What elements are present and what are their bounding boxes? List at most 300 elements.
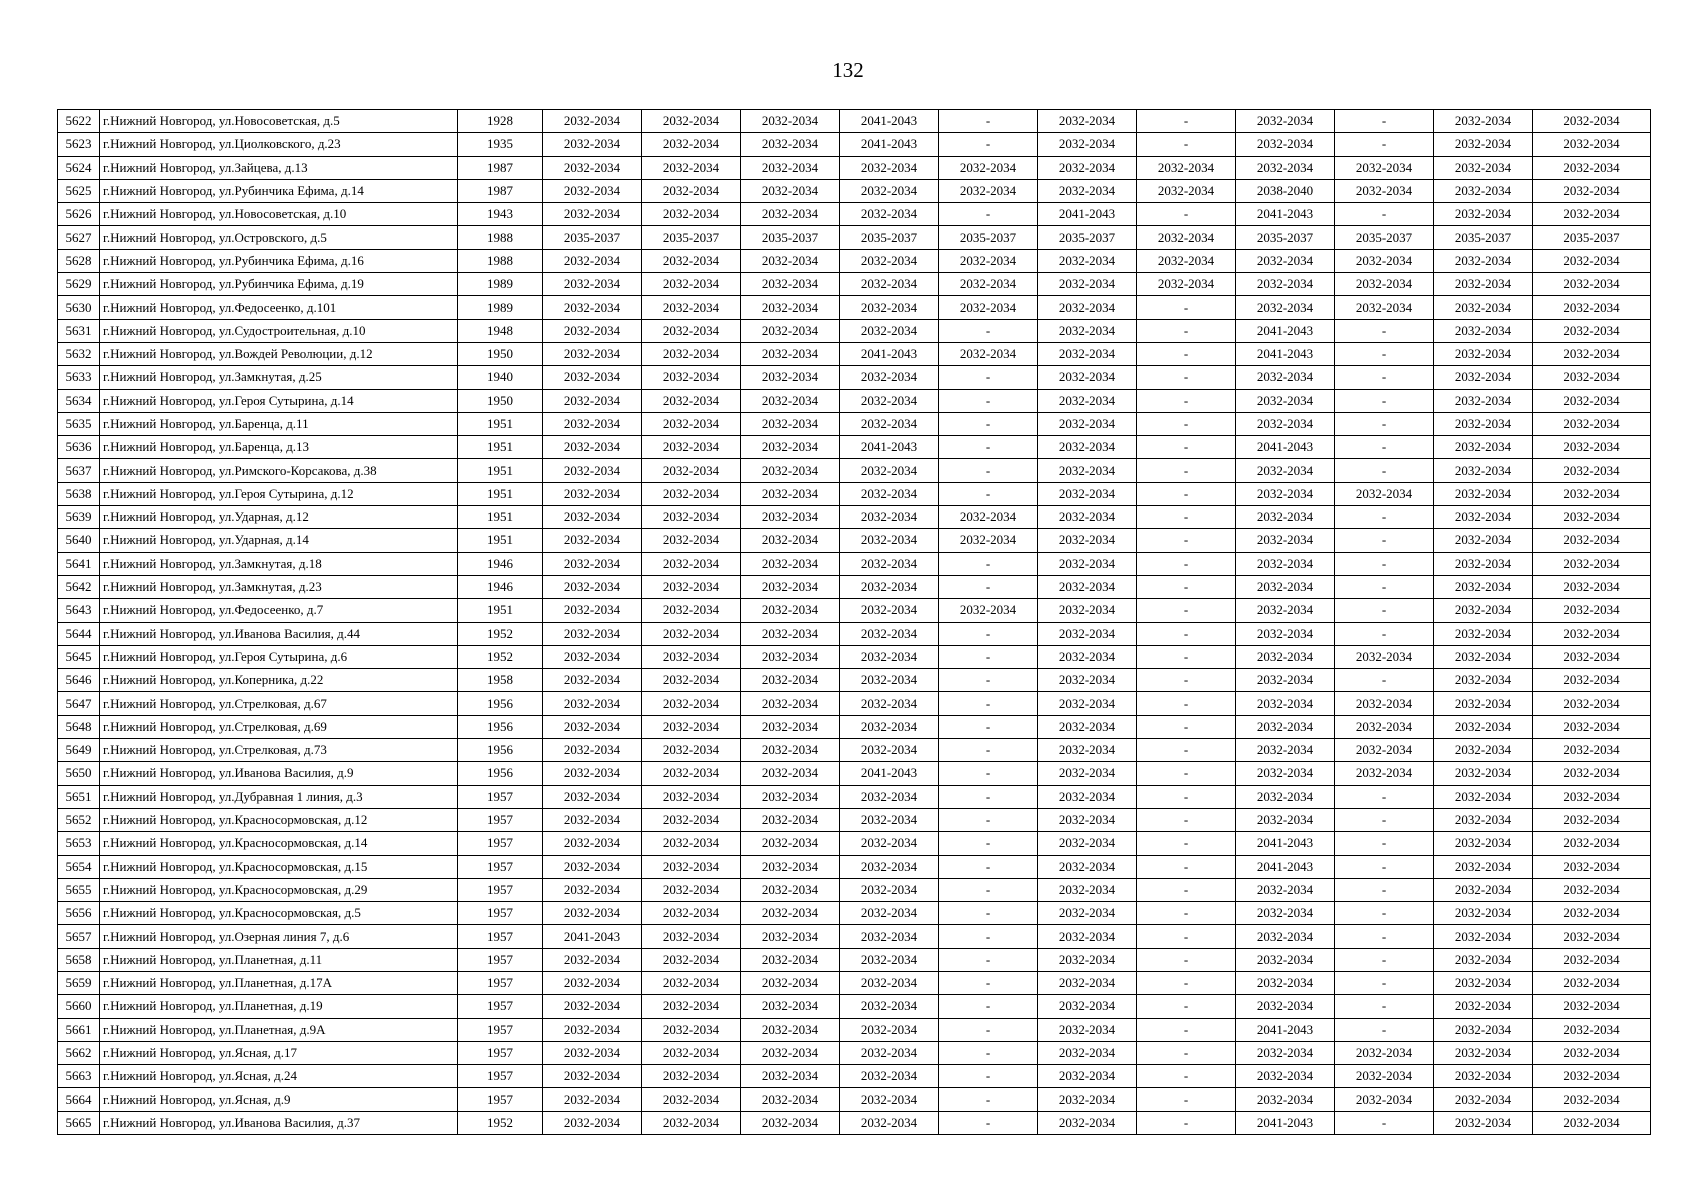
cell-period-col-10: 2032-2034 (1434, 599, 1533, 622)
cell-period-col-7: 2032-2034 (1137, 249, 1236, 272)
cell-period-col-6: 2032-2034 (1038, 319, 1137, 342)
cell-period-col-7: - (1137, 529, 1236, 552)
cell-period-col-11: 2032-2034 (1533, 506, 1651, 529)
cell-period-col-5: - (939, 319, 1038, 342)
cell-period-col-10: 2032-2034 (1434, 925, 1533, 948)
cell-period-col-3: 2032-2034 (741, 389, 840, 412)
cell-period-col-7: - (1137, 506, 1236, 529)
cell-period-col-1: 2032-2034 (543, 412, 642, 435)
cell-period-col-7: - (1137, 739, 1236, 762)
cell-period-col-4: 2032-2034 (840, 459, 939, 482)
cell-period-col-10: 2032-2034 (1434, 529, 1533, 552)
cell-period-col-2: 2032-2034 (642, 273, 741, 296)
cell-period-col-11: 2032-2034 (1533, 1041, 1651, 1064)
cell-period-col-5: - (939, 459, 1038, 482)
cell-period-col-10: 2032-2034 (1434, 832, 1533, 855)
cell-period-col-1: 2032-2034 (543, 319, 642, 342)
cell-address: г.Нижний Новгород, ул.Рубинчика Ефима, д.16 (100, 249, 458, 272)
cell-address: г.Нижний Новгород, ул.Героя Сутырина, д.14 (100, 389, 458, 412)
table-body (58, 110, 1651, 1135)
cell-period-col-3: 2032-2034 (741, 179, 840, 202)
cell-period-col-7: - (1137, 319, 1236, 342)
cell-address: г.Нижний Новгород, ул.Замкнутая, д.18 (100, 552, 458, 575)
cell-period-col-6: 2032-2034 (1038, 506, 1137, 529)
cell-period-col-7: - (1137, 436, 1236, 459)
cell-period-col-9: - (1335, 1111, 1434, 1134)
cell-address: г.Нижний Новгород, ул.Вождей Революции, д.12 (100, 342, 458, 365)
cell-period-col-5: - (939, 389, 1038, 412)
cell-period-col-10: 2032-2034 (1434, 855, 1533, 878)
cell-period-col-9: 2032-2034 (1335, 1088, 1434, 1111)
cell-row-number: 5637 (58, 459, 100, 482)
table-row (58, 715, 1651, 738)
cell-period-col-3: 2032-2034 (741, 785, 840, 808)
cell-period-col-9: 2035-2037 (1335, 226, 1434, 249)
table-row (58, 459, 1651, 482)
cell-address: г.Нижний Новгород, ул.Ударная, д.12 (100, 506, 458, 529)
cell-period-col-9: 2032-2034 (1335, 645, 1434, 668)
cell-row-number: 5634 (58, 389, 100, 412)
cell-period-col-2: 2032-2034 (642, 156, 741, 179)
cell-period-col-10: 2032-2034 (1434, 1041, 1533, 1064)
cell-period-col-5: 2032-2034 (939, 249, 1038, 272)
cell-period-col-9: - (1335, 855, 1434, 878)
cell-period-col-5: - (939, 1111, 1038, 1134)
cell-period-col-2: 2032-2034 (642, 436, 741, 459)
table-row (58, 319, 1651, 342)
cell-period-col-9: 2032-2034 (1335, 762, 1434, 785)
cell-period-col-8: 2032-2034 (1236, 575, 1335, 598)
cell-period-col-2: 2032-2034 (642, 878, 741, 901)
cell-year-built: 1957 (458, 832, 543, 855)
cell-period-col-7: - (1137, 575, 1236, 598)
cell-address: г.Нижний Новгород, ул.Ясная, д.9 (100, 1088, 458, 1111)
cell-period-col-10: 2032-2034 (1434, 739, 1533, 762)
table-row (58, 296, 1651, 319)
cell-period-col-4: 2032-2034 (840, 366, 939, 389)
cell-address: г.Нижний Новгород, ул.Героя Сутырина, д.6 (100, 645, 458, 668)
cell-period-col-4: 2032-2034 (840, 482, 939, 505)
cell-period-col-10: 2032-2034 (1434, 319, 1533, 342)
cell-period-col-7: 2032-2034 (1137, 273, 1236, 296)
cell-period-col-6: 2032-2034 (1038, 459, 1137, 482)
cell-period-col-11: 2032-2034 (1533, 296, 1651, 319)
cell-period-col-8: 2041-2043 (1236, 1111, 1335, 1134)
cell-period-col-7: - (1137, 995, 1236, 1018)
cell-period-col-9: 2032-2034 (1335, 1041, 1434, 1064)
cell-period-col-6: 2032-2034 (1038, 1111, 1137, 1134)
cell-address: г.Нижний Новгород, ул.Героя Сутырина, д.12 (100, 482, 458, 505)
cell-period-col-2: 2032-2034 (642, 506, 741, 529)
cell-period-col-4: 2032-2034 (840, 739, 939, 762)
cell-period-col-1: 2032-2034 (543, 110, 642, 133)
cell-period-col-6: 2032-2034 (1038, 482, 1137, 505)
cell-address: г.Нижний Новгород, ул.Коперника, д.22 (100, 669, 458, 692)
cell-address: г.Нижний Новгород, ул.Ударная, д.14 (100, 529, 458, 552)
cell-period-col-2: 2032-2034 (642, 482, 741, 505)
cell-address: г.Нижний Новгород, ул.Рубинчика Ефима, д.14 (100, 179, 458, 202)
cell-period-col-3: 2032-2034 (741, 855, 840, 878)
cell-period-col-11: 2032-2034 (1533, 179, 1651, 202)
cell-period-col-5: - (939, 482, 1038, 505)
cell-period-col-1: 2032-2034 (543, 971, 642, 994)
cell-period-col-2: 2032-2034 (642, 785, 741, 808)
cell-period-col-6: 2032-2034 (1038, 785, 1137, 808)
cell-period-col-9: 2032-2034 (1335, 1065, 1434, 1088)
cell-period-col-7: - (1137, 1018, 1236, 1041)
cell-period-col-2: 2032-2034 (642, 808, 741, 831)
cell-address: г.Нижний Новгород, ул.Замкнутая, д.23 (100, 575, 458, 598)
cell-period-col-9: - (1335, 669, 1434, 692)
cell-row-number: 5661 (58, 1018, 100, 1041)
cell-period-col-10: 2032-2034 (1434, 575, 1533, 598)
cell-period-col-8: 2035-2037 (1236, 226, 1335, 249)
cell-period-col-3: 2032-2034 (741, 296, 840, 319)
cell-period-col-8: 2032-2034 (1236, 506, 1335, 529)
cell-year-built: 1957 (458, 902, 543, 925)
cell-period-col-11: 2032-2034 (1533, 552, 1651, 575)
cell-year-built: 1956 (458, 762, 543, 785)
cell-period-col-3: 2032-2034 (741, 319, 840, 342)
cell-period-col-2: 2032-2034 (642, 249, 741, 272)
cell-period-col-8: 2032-2034 (1236, 995, 1335, 1018)
cell-period-col-4: 2032-2034 (840, 715, 939, 738)
cell-period-col-3: 2032-2034 (741, 110, 840, 133)
cell-period-col-1: 2032-2034 (543, 995, 642, 1018)
cell-period-col-1: 2041-2043 (543, 925, 642, 948)
cell-period-col-10: 2032-2034 (1434, 808, 1533, 831)
cell-period-col-3: 2032-2034 (741, 1041, 840, 1064)
table-row (58, 669, 1651, 692)
cell-period-col-7: - (1137, 366, 1236, 389)
cell-period-col-6: 2032-2034 (1038, 669, 1137, 692)
cell-period-col-11: 2032-2034 (1533, 1018, 1651, 1041)
cell-period-col-5: - (939, 762, 1038, 785)
cell-period-col-6: 2032-2034 (1038, 878, 1137, 901)
cell-year-built: 1951 (458, 459, 543, 482)
cell-address: г.Нижний Новгород, ул.Замкнутая, д.25 (100, 366, 458, 389)
cell-period-col-5: - (939, 785, 1038, 808)
cell-address: г.Нижний Новгород, ул.Ясная, д.17 (100, 1041, 458, 1064)
cell-period-col-7: - (1137, 110, 1236, 133)
cell-period-col-3: 2032-2034 (741, 1065, 840, 1088)
cell-period-col-7: - (1137, 808, 1236, 831)
cell-year-built: 1957 (458, 971, 543, 994)
cell-period-col-6: 2032-2034 (1038, 296, 1137, 319)
cell-period-col-1: 2032-2034 (543, 156, 642, 179)
cell-period-col-1: 2032-2034 (543, 878, 642, 901)
table-row (58, 1041, 1651, 1064)
cell-row-number: 5630 (58, 296, 100, 319)
cell-period-col-4: 2041-2043 (840, 133, 939, 156)
cell-period-col-4: 2041-2043 (840, 436, 939, 459)
cell-period-col-11: 2032-2034 (1533, 715, 1651, 738)
cell-period-col-6: 2032-2034 (1038, 1065, 1137, 1088)
cell-period-col-5: - (939, 808, 1038, 831)
cell-year-built: 1957 (458, 785, 543, 808)
cell-period-col-2: 2032-2034 (642, 715, 741, 738)
cell-period-col-11: 2032-2034 (1533, 529, 1651, 552)
cell-year-built: 1950 (458, 389, 543, 412)
cell-period-col-5: - (939, 995, 1038, 1018)
cell-year-built: 1957 (458, 948, 543, 971)
cell-period-col-1: 2032-2034 (543, 203, 642, 226)
cell-period-col-8: 2041-2043 (1236, 1018, 1335, 1041)
cell-period-col-4: 2032-2034 (840, 412, 939, 435)
cell-period-col-5: - (939, 878, 1038, 901)
cell-year-built: 1951 (458, 482, 543, 505)
cell-row-number: 5639 (58, 506, 100, 529)
cell-period-col-8: 2032-2034 (1236, 552, 1335, 575)
cell-period-col-1: 2032-2034 (543, 902, 642, 925)
cell-period-col-10: 2032-2034 (1434, 971, 1533, 994)
cell-row-number: 5650 (58, 762, 100, 785)
cell-period-col-9: - (1335, 832, 1434, 855)
cell-year-built: 1989 (458, 296, 543, 319)
cell-period-col-2: 2032-2034 (642, 203, 741, 226)
cell-period-col-9: 2032-2034 (1335, 296, 1434, 319)
cell-period-col-9: - (1335, 459, 1434, 482)
cell-row-number: 5635 (58, 412, 100, 435)
cell-row-number: 5638 (58, 482, 100, 505)
cell-period-col-2: 2032-2034 (642, 739, 741, 762)
cell-period-col-7: - (1137, 925, 1236, 948)
cell-period-col-4: 2032-2034 (840, 785, 939, 808)
cell-year-built: 1946 (458, 552, 543, 575)
cell-period-col-2: 2032-2034 (642, 762, 741, 785)
cell-period-col-5: - (939, 1088, 1038, 1111)
cell-period-col-10: 2035-2037 (1434, 226, 1533, 249)
cell-period-col-6: 2032-2034 (1038, 1018, 1137, 1041)
cell-period-col-6: 2035-2037 (1038, 226, 1137, 249)
cell-period-col-4: 2032-2034 (840, 855, 939, 878)
cell-period-col-6: 2032-2034 (1038, 715, 1137, 738)
cell-period-col-1: 2032-2034 (543, 692, 642, 715)
table-row (58, 995, 1651, 1018)
cell-period-col-5: - (939, 552, 1038, 575)
cell-period-col-8: 2032-2034 (1236, 762, 1335, 785)
cell-period-col-3: 2032-2034 (741, 482, 840, 505)
table-row (58, 1018, 1651, 1041)
cell-period-col-2: 2032-2034 (642, 133, 741, 156)
cell-period-col-11: 2032-2034 (1533, 948, 1651, 971)
table-row (58, 948, 1651, 971)
cell-period-col-9: 2032-2034 (1335, 273, 1434, 296)
cell-period-col-3: 2032-2034 (741, 762, 840, 785)
cell-period-col-5: - (939, 692, 1038, 715)
cell-year-built: 1940 (458, 366, 543, 389)
cell-period-col-9: 2032-2034 (1335, 482, 1434, 505)
cell-period-col-10: 2032-2034 (1434, 995, 1533, 1018)
cell-row-number: 5627 (58, 226, 100, 249)
cell-period-col-10: 2032-2034 (1434, 179, 1533, 202)
cell-period-col-4: 2032-2034 (840, 273, 939, 296)
cell-period-col-9: - (1335, 552, 1434, 575)
cell-period-col-8: 2032-2034 (1236, 529, 1335, 552)
cell-period-col-1: 2035-2037 (543, 226, 642, 249)
cell-period-col-9: - (1335, 925, 1434, 948)
cell-period-col-10: 2032-2034 (1434, 273, 1533, 296)
cell-period-col-5: 2032-2034 (939, 179, 1038, 202)
cell-period-col-3: 2032-2034 (741, 971, 840, 994)
cell-period-col-10: 2032-2034 (1434, 1088, 1533, 1111)
cell-period-col-4: 2032-2034 (840, 925, 939, 948)
cell-address: г.Нижний Новгород, ул.Судостроительная, д.10 (100, 319, 458, 342)
table-row (58, 110, 1651, 133)
cell-period-col-8: 2032-2034 (1236, 1065, 1335, 1088)
cell-period-col-1: 2032-2034 (543, 249, 642, 272)
cell-period-col-7: - (1137, 1111, 1236, 1134)
cell-period-col-8: 2032-2034 (1236, 878, 1335, 901)
cell-period-col-7: - (1137, 971, 1236, 994)
cell-period-col-6: 2032-2034 (1038, 902, 1137, 925)
cell-period-col-3: 2032-2034 (741, 412, 840, 435)
cell-period-col-8: 2041-2043 (1236, 855, 1335, 878)
table-row (58, 1088, 1651, 1111)
cell-period-col-11: 2032-2034 (1533, 249, 1651, 272)
cell-row-number: 5653 (58, 832, 100, 855)
cell-period-col-7: - (1137, 715, 1236, 738)
cell-period-col-7: - (1137, 203, 1236, 226)
cell-period-col-4: 2032-2034 (840, 552, 939, 575)
cell-period-col-6: 2032-2034 (1038, 599, 1137, 622)
cell-period-col-5: 2032-2034 (939, 506, 1038, 529)
cell-period-col-3: 2032-2034 (741, 739, 840, 762)
cell-year-built: 1957 (458, 878, 543, 901)
cell-year-built: 1957 (458, 995, 543, 1018)
cell-period-col-11: 2032-2034 (1533, 762, 1651, 785)
cell-period-col-9: - (1335, 436, 1434, 459)
cell-address: г.Нижний Новгород, ул.Федосеенко, д.7 (100, 599, 458, 622)
cell-period-col-8: 2041-2043 (1236, 319, 1335, 342)
cell-period-col-4: 2032-2034 (840, 203, 939, 226)
cell-row-number: 5622 (58, 110, 100, 133)
cell-address: г.Нижний Новгород, ул.Дубравная 1 линия, д.3 (100, 785, 458, 808)
cell-address: г.Нижний Новгород, ул.Красносормовская, д.12 (100, 808, 458, 831)
cell-period-col-10: 2032-2034 (1434, 762, 1533, 785)
cell-row-number: 5624 (58, 156, 100, 179)
cell-period-col-3: 2032-2034 (741, 692, 840, 715)
cell-year-built: 1948 (458, 319, 543, 342)
cell-period-col-11: 2032-2034 (1533, 156, 1651, 179)
cell-period-col-5: - (939, 669, 1038, 692)
cell-row-number: 5655 (58, 878, 100, 901)
cell-period-col-11: 2032-2034 (1533, 925, 1651, 948)
cell-period-col-5: - (939, 832, 1038, 855)
cell-year-built: 1957 (458, 1041, 543, 1064)
cell-period-col-4: 2032-2034 (840, 948, 939, 971)
cell-period-col-8: 2032-2034 (1236, 808, 1335, 831)
table-row (58, 529, 1651, 552)
cell-period-col-2: 2032-2034 (642, 110, 741, 133)
cell-period-col-8: 2032-2034 (1236, 1088, 1335, 1111)
cell-period-col-2: 2035-2037 (642, 226, 741, 249)
cell-period-col-4: 2032-2034 (840, 529, 939, 552)
cell-period-col-4: 2032-2034 (840, 1065, 939, 1088)
table-row (58, 692, 1651, 715)
cell-period-col-6: 2032-2034 (1038, 808, 1137, 831)
cell-row-number: 5626 (58, 203, 100, 226)
cell-period-col-8: 2032-2034 (1236, 645, 1335, 668)
cell-period-col-6: 2032-2034 (1038, 179, 1137, 202)
cell-period-col-1: 2032-2034 (543, 669, 642, 692)
cell-period-col-4: 2032-2034 (840, 692, 939, 715)
table-row (58, 645, 1651, 668)
cell-period-col-7: - (1137, 342, 1236, 365)
cell-period-col-7: - (1137, 692, 1236, 715)
cell-row-number: 5665 (58, 1111, 100, 1134)
cell-period-col-6: 2032-2034 (1038, 133, 1137, 156)
cell-period-col-2: 2032-2034 (642, 179, 741, 202)
cell-period-col-9: - (1335, 319, 1434, 342)
table-row (58, 808, 1651, 831)
cell-period-col-1: 2032-2034 (543, 133, 642, 156)
cell-period-col-2: 2032-2034 (642, 692, 741, 715)
cell-period-col-10: 2032-2034 (1434, 552, 1533, 575)
cell-period-col-3: 2032-2034 (741, 645, 840, 668)
cell-address: г.Нижний Новгород, ул.Планетная, д.11 (100, 948, 458, 971)
cell-period-col-5: - (939, 1041, 1038, 1064)
cell-period-col-9: - (1335, 785, 1434, 808)
cell-year-built: 1956 (458, 715, 543, 738)
table-row (58, 412, 1651, 435)
cell-period-col-4: 2032-2034 (840, 296, 939, 319)
cell-period-col-9: - (1335, 971, 1434, 994)
cell-period-col-10: 2032-2034 (1434, 645, 1533, 668)
cell-period-col-8: 2032-2034 (1236, 925, 1335, 948)
cell-address: г.Нижний Новгород, ул.Ясная, д.24 (100, 1065, 458, 1088)
cell-period-col-11: 2032-2034 (1533, 133, 1651, 156)
cell-year-built: 1951 (458, 412, 543, 435)
cell-period-col-2: 2032-2034 (642, 902, 741, 925)
cell-period-col-5: 2032-2034 (939, 156, 1038, 179)
cell-period-col-2: 2032-2034 (642, 599, 741, 622)
cell-period-col-8: 2032-2034 (1236, 902, 1335, 925)
cell-period-col-8: 2032-2034 (1236, 948, 1335, 971)
cell-period-col-6: 2032-2034 (1038, 110, 1137, 133)
table-row (58, 203, 1651, 226)
cell-period-col-3: 2035-2037 (741, 226, 840, 249)
cell-address: г.Нижний Новгород, ул.Баренца, д.11 (100, 412, 458, 435)
cell-period-col-3: 2032-2034 (741, 436, 840, 459)
cell-period-col-3: 2032-2034 (741, 575, 840, 598)
cell-period-col-9: - (1335, 1018, 1434, 1041)
cell-period-col-9: - (1335, 203, 1434, 226)
cell-period-col-10: 2032-2034 (1434, 878, 1533, 901)
cell-period-col-7: 2032-2034 (1137, 179, 1236, 202)
cell-period-col-8: 2032-2034 (1236, 366, 1335, 389)
cell-period-col-10: 2032-2034 (1434, 296, 1533, 319)
cell-period-col-2: 2032-2034 (642, 1065, 741, 1088)
table-row (58, 622, 1651, 645)
table-row (58, 366, 1651, 389)
cell-period-col-9: - (1335, 808, 1434, 831)
cell-period-col-8: 2041-2043 (1236, 436, 1335, 459)
cell-period-col-2: 2032-2034 (642, 412, 741, 435)
cell-year-built: 1952 (458, 622, 543, 645)
cell-period-col-4: 2032-2034 (840, 575, 939, 598)
cell-period-col-6: 2032-2034 (1038, 1041, 1137, 1064)
cell-row-number: 5644 (58, 622, 100, 645)
cell-period-col-5: - (939, 971, 1038, 994)
cell-period-col-7: 2032-2034 (1137, 156, 1236, 179)
cell-period-col-10: 2032-2034 (1434, 389, 1533, 412)
cell-address: г.Нижний Новгород, ул.Циолковского, д.23 (100, 133, 458, 156)
cell-period-col-1: 2032-2034 (543, 739, 642, 762)
cell-period-col-11: 2032-2034 (1533, 692, 1651, 715)
cell-row-number: 5647 (58, 692, 100, 715)
cell-period-col-2: 2032-2034 (642, 1041, 741, 1064)
